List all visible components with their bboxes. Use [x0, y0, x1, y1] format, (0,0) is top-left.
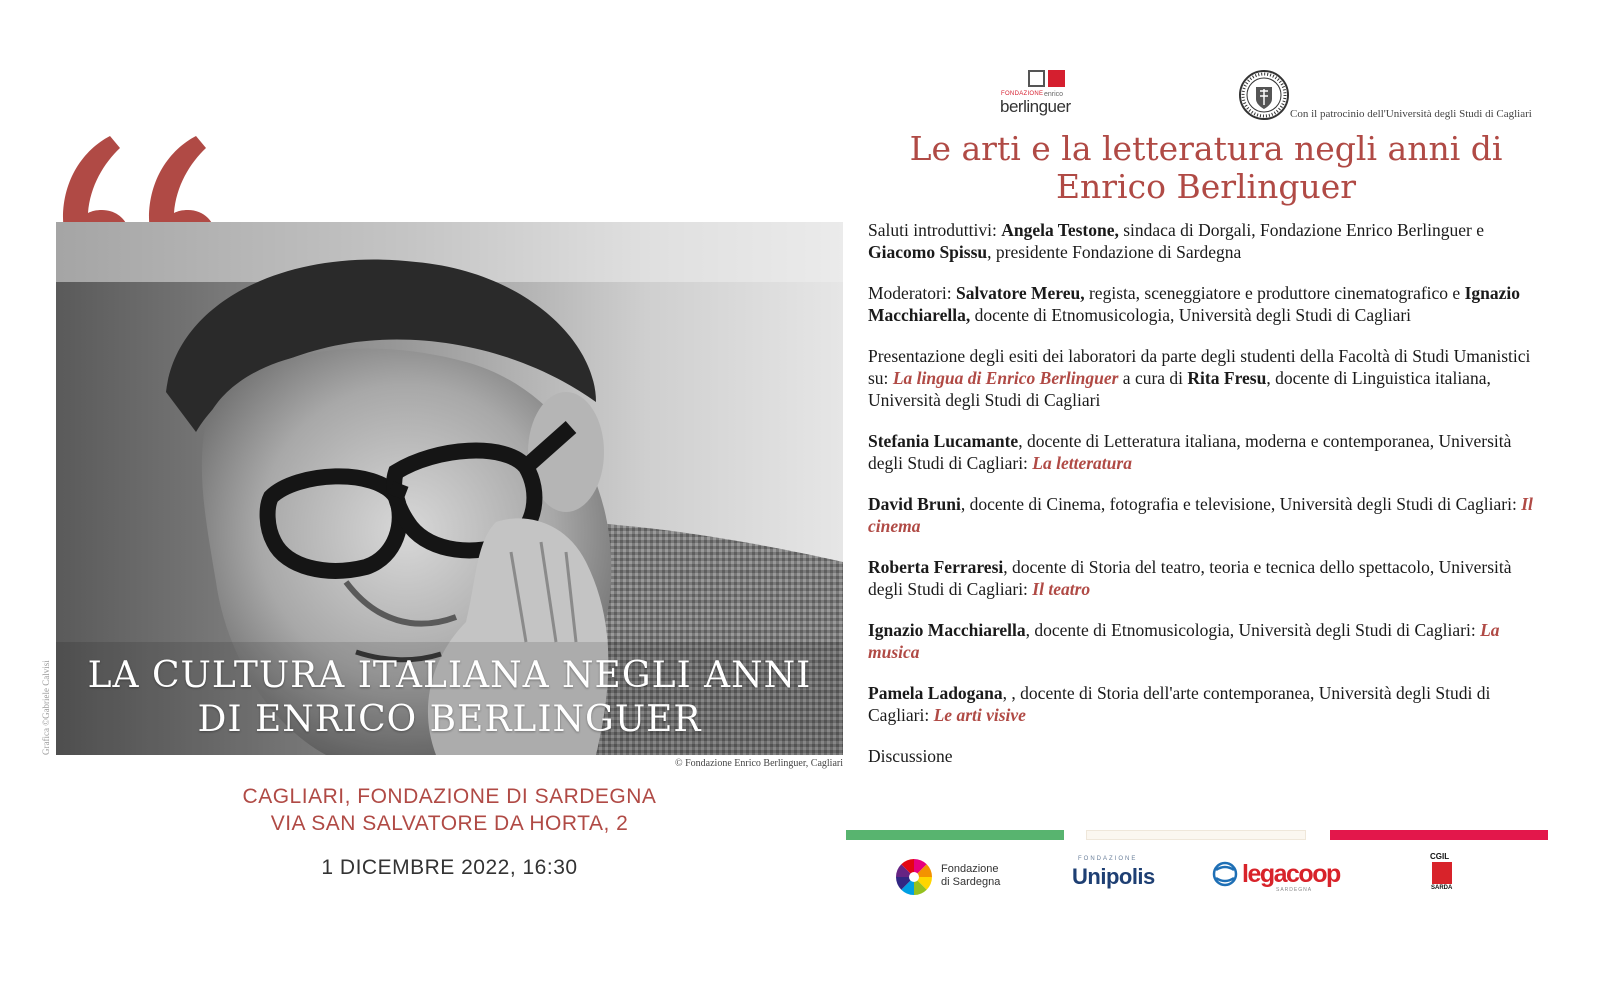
speaker-name: Pamela Ladogana [868, 683, 1003, 703]
speaker-name: Ignazio Macchiarella, [868, 283, 1521, 325]
program [868, 219, 1548, 786]
fondazione-berlinguer-logo [1000, 70, 1082, 120]
speaker-name: Roberta Ferraresi [868, 557, 1004, 577]
program-speaker [868, 556, 1548, 600]
venue [56, 783, 843, 837]
speaker-name: Giacomo Spissu [868, 242, 988, 262]
speaker-name: Ignazio Macchiarella [868, 620, 1026, 640]
speaker-name: Salvatore Mereu, [955, 283, 1085, 303]
sponsor-text: di Sardegna [941, 876, 1001, 888]
photo-title-line1: LA CULTURA ITALIANA NEGLI ANNI [87, 655, 812, 696]
sponsor-text: Fondazione [941, 863, 999, 875]
session-topic: La musica [868, 620, 1500, 662]
color-bar-white [1086, 830, 1306, 840]
speaker-desc: regista, sceneggiatore e produttore cinematografico e [1084, 283, 1465, 303]
speaker-desc: sindaca di Dorgali, Fondazione Enrico Berlinguer e [1118, 220, 1484, 240]
session-topic: La letteratura [1032, 453, 1132, 473]
speaker-desc: , docente di Letteratura italiana, moderna e contemporanea, Università degli Studi di Cagliari: [868, 431, 1512, 473]
session-topic: Il teatro [1032, 579, 1091, 599]
logo-square-outline [1028, 70, 1045, 87]
cgil-logo [1430, 852, 1454, 892]
program-speaker [868, 493, 1548, 537]
session-topic: Le arti visive [933, 705, 1026, 725]
sponsor-text: legacoop [1242, 860, 1340, 888]
logo-square-red [1048, 70, 1065, 87]
fondazione-sardegna-logo [895, 858, 1035, 898]
graphic-credit: Grafica ©Gabriele Calvisi [41, 660, 51, 755]
photo-credit: © Fondazione Enrico Berlinguer, Cagliari [675, 758, 843, 769]
logo-text-berlinguer: berlinguer [1000, 97, 1071, 116]
main-title-line2: Enrico Berlinguer [1055, 167, 1357, 206]
moderatori-label: Moderatori: [868, 283, 956, 303]
speaker-desc: , docente di Cinema, fotografia e televisione, Università degli Studi di Cagliari: [960, 494, 1522, 514]
session-topic: Il cinema [868, 494, 1533, 536]
event-date: 1 DICEMBRE 2022, 16:30 [321, 856, 578, 879]
saluti-label: Saluti introduttivi: [868, 220, 1002, 240]
sponsor-text: SARDA [1431, 885, 1453, 891]
color-bar-red [1330, 830, 1548, 840]
program-closing: Discussione [868, 746, 953, 766]
logo-text-fondazione: FONDAZIONE [1001, 91, 1044, 97]
main-title-line1: Le arti e la letteratura negli anni di [909, 129, 1503, 168]
sponsor-text: CGIL [1430, 852, 1450, 861]
program-saluti [868, 219, 1548, 263]
presentazione-text: a cura di [1118, 368, 1188, 388]
program-presentazione [868, 345, 1548, 411]
presentazione-text: Presentazione degli esiti dei laboratori da parte degli studenti della Facoltà di Studi Umanistici su: [868, 346, 1531, 388]
speaker-name: Angela Testone, [1001, 220, 1119, 240]
main-title [866, 130, 1546, 206]
speaker-name: Rita Fresu [1187, 368, 1267, 388]
venue-line1: CAGLIARI, FONDAZIONE DI SARDEGNA [242, 785, 657, 808]
unipolis-logo [1072, 856, 1155, 896]
program-speaker [868, 682, 1548, 726]
logo-text-enrico: enrico [1044, 91, 1064, 98]
sponsor-text: SARDEGNA [1276, 887, 1313, 893]
speaker-desc: , docente di Etnomusicologia, Università degli Studi di Cagliari: [1025, 620, 1481, 640]
program-speaker [868, 430, 1548, 474]
sponsor-text: Unipolis [1072, 864, 1155, 889]
color-bar-green [846, 830, 1064, 840]
fondazione-sardegna-text [941, 863, 1000, 889]
sponsor-text: FONDAZIONE [1078, 856, 1138, 862]
speaker-desc: docente di Etnomusicologia, Università degli Studi di Cagliari [970, 305, 1412, 325]
session-topic: La lingua di Enrico Berlinguer [892, 368, 1119, 388]
speaker-desc: , presidente Fondazione di Sardegna [987, 242, 1242, 262]
speaker-name: David Bruni [868, 494, 961, 514]
venue-line2: VIA SAN SALVATORE DA HORTA, 2 [270, 812, 629, 835]
photo-title-line2: DI ENRICO BERLINGUER [197, 699, 702, 740]
presentazione-text: , docente di Linguistica italiana, Università degli Studi di Cagliari [868, 368, 1491, 410]
university-seal-icon [1238, 69, 1290, 121]
cgil-red-block [1432, 862, 1452, 884]
photo-title [56, 654, 843, 742]
program-speaker [868, 619, 1548, 663]
speaker-desc: , docente di Storia del teatro, teoria e tecnica dello spettacolo, Università degli Studi di Cagliari: [868, 557, 1512, 599]
legacoop-logo [1210, 860, 1350, 894]
patrocinio-text: Con il patrocinio dell'Università degli Studi di Cagliari [1290, 108, 1532, 120]
program-moderatori [868, 282, 1548, 326]
hero-photo [56, 222, 843, 755]
speaker-name: Stefania Lucamante [868, 431, 1019, 451]
speaker-desc: , , docente di Storia dell'arte contemporanea, Università degli Studi di Cagliari: [868, 683, 1491, 725]
legacoop-icon [1210, 860, 1240, 888]
fondazione-sardegna-icon [895, 858, 933, 896]
